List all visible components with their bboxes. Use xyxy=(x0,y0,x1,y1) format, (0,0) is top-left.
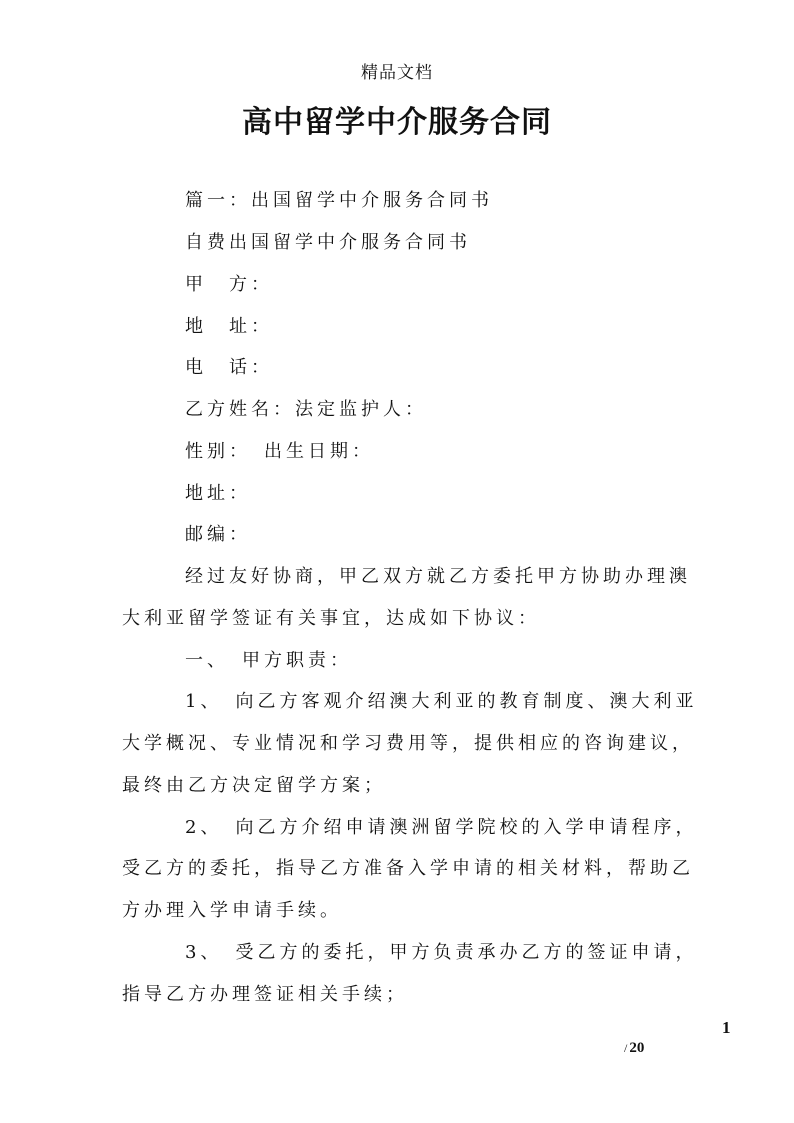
header-label: 精品文档 xyxy=(361,63,433,83)
paragraph-line: 大学概况、专业情况和学习费用等，提供相应的咨询建议， xyxy=(122,733,694,754)
paragraph-line: 最终由乙方决定留学方案； xyxy=(122,775,386,796)
paragraph-line: 大利亚留学签证有关事宜，达成如下协议： xyxy=(122,608,540,629)
page-number: 1 xyxy=(722,1018,731,1037)
party-a-field: 甲 方： xyxy=(185,274,273,295)
contract-subtitle: 自费出国留学中介服务合同书 xyxy=(185,232,471,253)
document-title: 高中留学中介服务合同 xyxy=(242,105,552,140)
page-separator: / xyxy=(624,1041,628,1055)
paragraph-line: 1、 向乙方客观介绍澳大利亚的教育制度、澳大利亚 xyxy=(185,691,698,712)
party-b-name-field: 乙方姓名：法定监护人： xyxy=(185,399,427,420)
page-total-value: 20 xyxy=(629,1040,645,1056)
section-heading: 篇一：出国留学中介服务合同书 xyxy=(185,190,493,211)
postcode-field: 邮编： xyxy=(185,524,251,545)
gender-birthdate-field: 性别： 出生日期： xyxy=(185,441,374,462)
page-total xyxy=(624,1040,644,1057)
clause-heading: 一、 甲方职责： xyxy=(185,650,352,671)
party-b-address-field: 地址： xyxy=(185,483,251,504)
paragraph-line: 2、 向乙方介绍申请澳洲留学院校的入学申请程序， xyxy=(185,817,698,838)
paragraph-line: 受乙方的委托，指导乙方准备入学申请的相关材料，帮助乙 xyxy=(122,858,694,879)
paragraph-line: 指导乙方办理签证相关手续； xyxy=(122,984,408,1005)
paragraph-line: 经过友好协商，甲乙双方就乙方委托甲方协助办理澳 xyxy=(185,566,691,587)
paragraph-line: 方办理入学申请手续。 xyxy=(122,900,342,921)
phone-field: 电 话： xyxy=(185,357,273,378)
address-field: 地 址： xyxy=(185,316,273,337)
paragraph-line: 3、 受乙方的委托，甲方负责承办乙方的签证申请， xyxy=(185,942,698,963)
